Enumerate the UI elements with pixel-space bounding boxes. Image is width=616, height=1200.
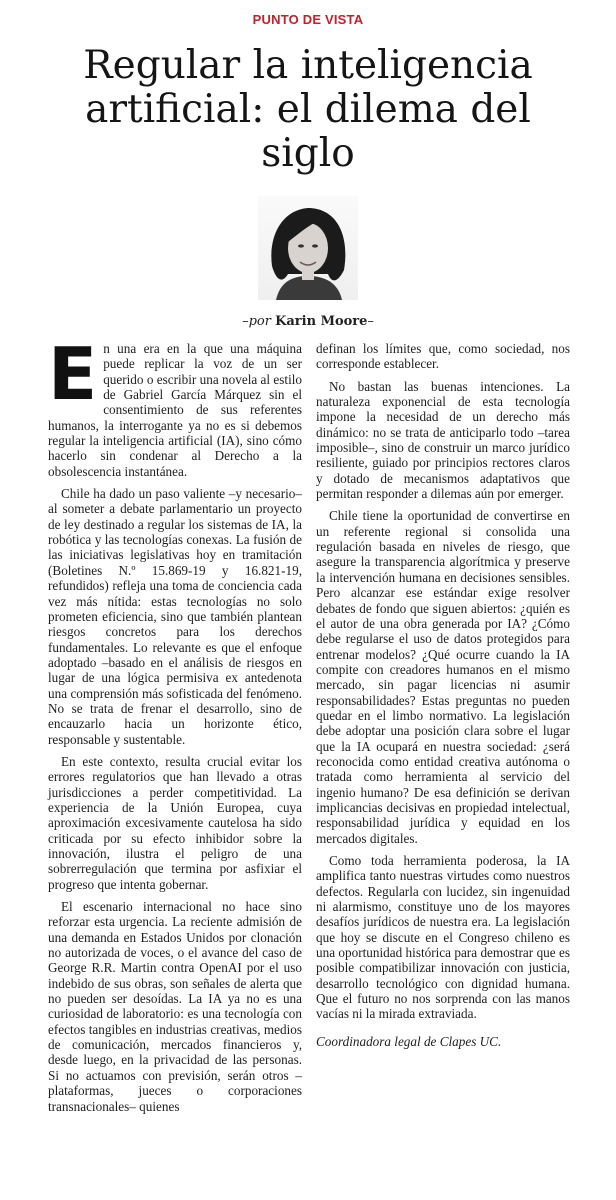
article-paragraph: No bastan las buenas intenciones. La naturaleza exponencial de esta tecnología impone la necesidad de un derecho más dinámico: no se trata de anticiparlo todo –tarea imposible–, sino de construir un marco jurídico resiliente, guiado por principios rectores claros y dotado de mecanismos adaptativos que permitan responder a dilemas aún por emerger. [316,378,570,502]
article-paragraph: Chile ha dado un paso valiente –y necesario– al someter a debate parlamentario un proyecto de ley destinado a regular los sistemas de IA, la robótica y las tecnologías conexas. La fusión de las iniciativas legislativas hoy en tramitación (Boletines N.º 15.869-19 y 16.821-19, refundidos) refleja una toma de conciencia cada vez más nítida: estas tecnologías no solo prometen eficiencia, sino que también plantean riesgos concretos para los derechos fundamentales. Lo relevante es que el enfoque adoptado –basado en el análisis de riesgos en lugar de una lógica permisiva ex antedenota una comprensión más sofisticada del fenómeno. No se trata de frenar el desarrollo, sino de encauzarlo hacia un horizonte ético, responsable y sustentable. [48,486,302,747]
article-paragraph: En este contexto, resulta crucial evitar los errores regulatorios que han llevado a otras jurisdicciones a perder competitividad. La experiencia de la Unión Europea, cuya aproximación excesivamente cautelosa ha sido criticada por su efecto inhibidor sobre la innovación, ilustra el peligro de una sobrerregulación que termina por asfixiar el progreso que intenta gobernar. [48,753,302,892]
section-label: PUNTO DE VISTA [252,12,364,27]
article-column-right [316,341,570,1056]
headline-line-1: Regular la inteligencia [83,43,533,88]
headline-line-2: artificial: el dilema del [85,87,531,132]
headline-line-3: siglo [261,131,355,176]
drop-cap: E [48,332,98,416]
article-paragraph: El escenario internacional no hace sino reforzar esta urgencia. La reciente admisión de una demanda en Estados Unidos por clonación no autorizada de voces, o el avance del caso de George R.R. Martin contra OpenAI por el uso indebido de sus obras, son señales de alerta que no pueden ser desoídas. La IA ya no es una curiosidad de laboratorio: es una tecnología con efectos tangibles en industrias creativas, medios de comunicación, mercados financieros y, desde luego, en la privacidad de las personas. Si no actuamos con previsión, serán otros –plataformas, jueces o corporaciones transnacionales– quienes [48,899,302,1114]
article-column-left [48,332,302,1121]
author-portrait-icon [258,196,358,300]
author-signature: Coordinadora legal de Clapes UC. [316,1033,502,1049]
byline [0,314,616,329]
article-paragraph: En una era en la que una máquina puede replicar la voz de un ser querido o escribir una novela al estilo de Gabriel García Márquez sin el consentimiento de sus referentes humanos, la interrogante ya no es si debemos regular la inteligencia artificial (IA), sino cómo hacerlo sin condenar al Derecho a la obsolescencia instantánea. [48,332,302,479]
headline [0,44,616,176]
byline-prefix: –por [242,314,276,329]
author-name: Karin Moore [275,314,368,329]
article-paragraph: Como toda herramienta poderosa, la IA amplifica tanto nuestras virtudes como nuestros defectos. Regularla con lucidez, sin ingenuidad ni alarmismo, constituye uno de los mayores desafíos jurídicos de nuestra era. La legislación que hoy se discute en el Congreso chileno es una oportunidad histórica para demostrar que es posible compatibilizar innovación con justicia, desarrollo tecnológico con dignidad humana. Que el futuro no nos sorprenda con las manos vacías ni la mirada extraviada. [316,853,570,1022]
article-paragraph: definan los límites que, como sociedad, nos corresponde establecer. [316,341,570,372]
author-portrait-photo [258,196,358,300]
byline-suffix: – [367,314,374,329]
article-paragraph: Chile tiene la oportunidad de convertirse en un referente regional si consolida una regulación basada en niveles de riesgo, que asegure la transparencia algorítmica y preserve la intervención humana en decisiones sensibles. Pero alcanzar ese estándar exige resolver debates de fondo que siguen abiertos: ¿quién es el autor de una obra generada por IA? ¿Cómo debe regularse el uso de datos protegidos para entrenar modelos? ¿Qué ocurre cuando la IA compite con creadores humanos en el mismo mercado, sin pagar licencias ni asumir responsabilidades? Estas preguntas no pueden quedar en el limbo normativo. La legislación debe adoptar una posición clara sobre el lugar que la IA ocupará en nuestra sociedad: ¿será reconocida como entidad creativa autónoma o tratada como herramienta al servicio del ingenio humano? De esa definición se derivan implicancias decisivas en propiedad intelectual, responsabilidad jurídica y equidad en los mercados digitales. [316,508,570,846]
